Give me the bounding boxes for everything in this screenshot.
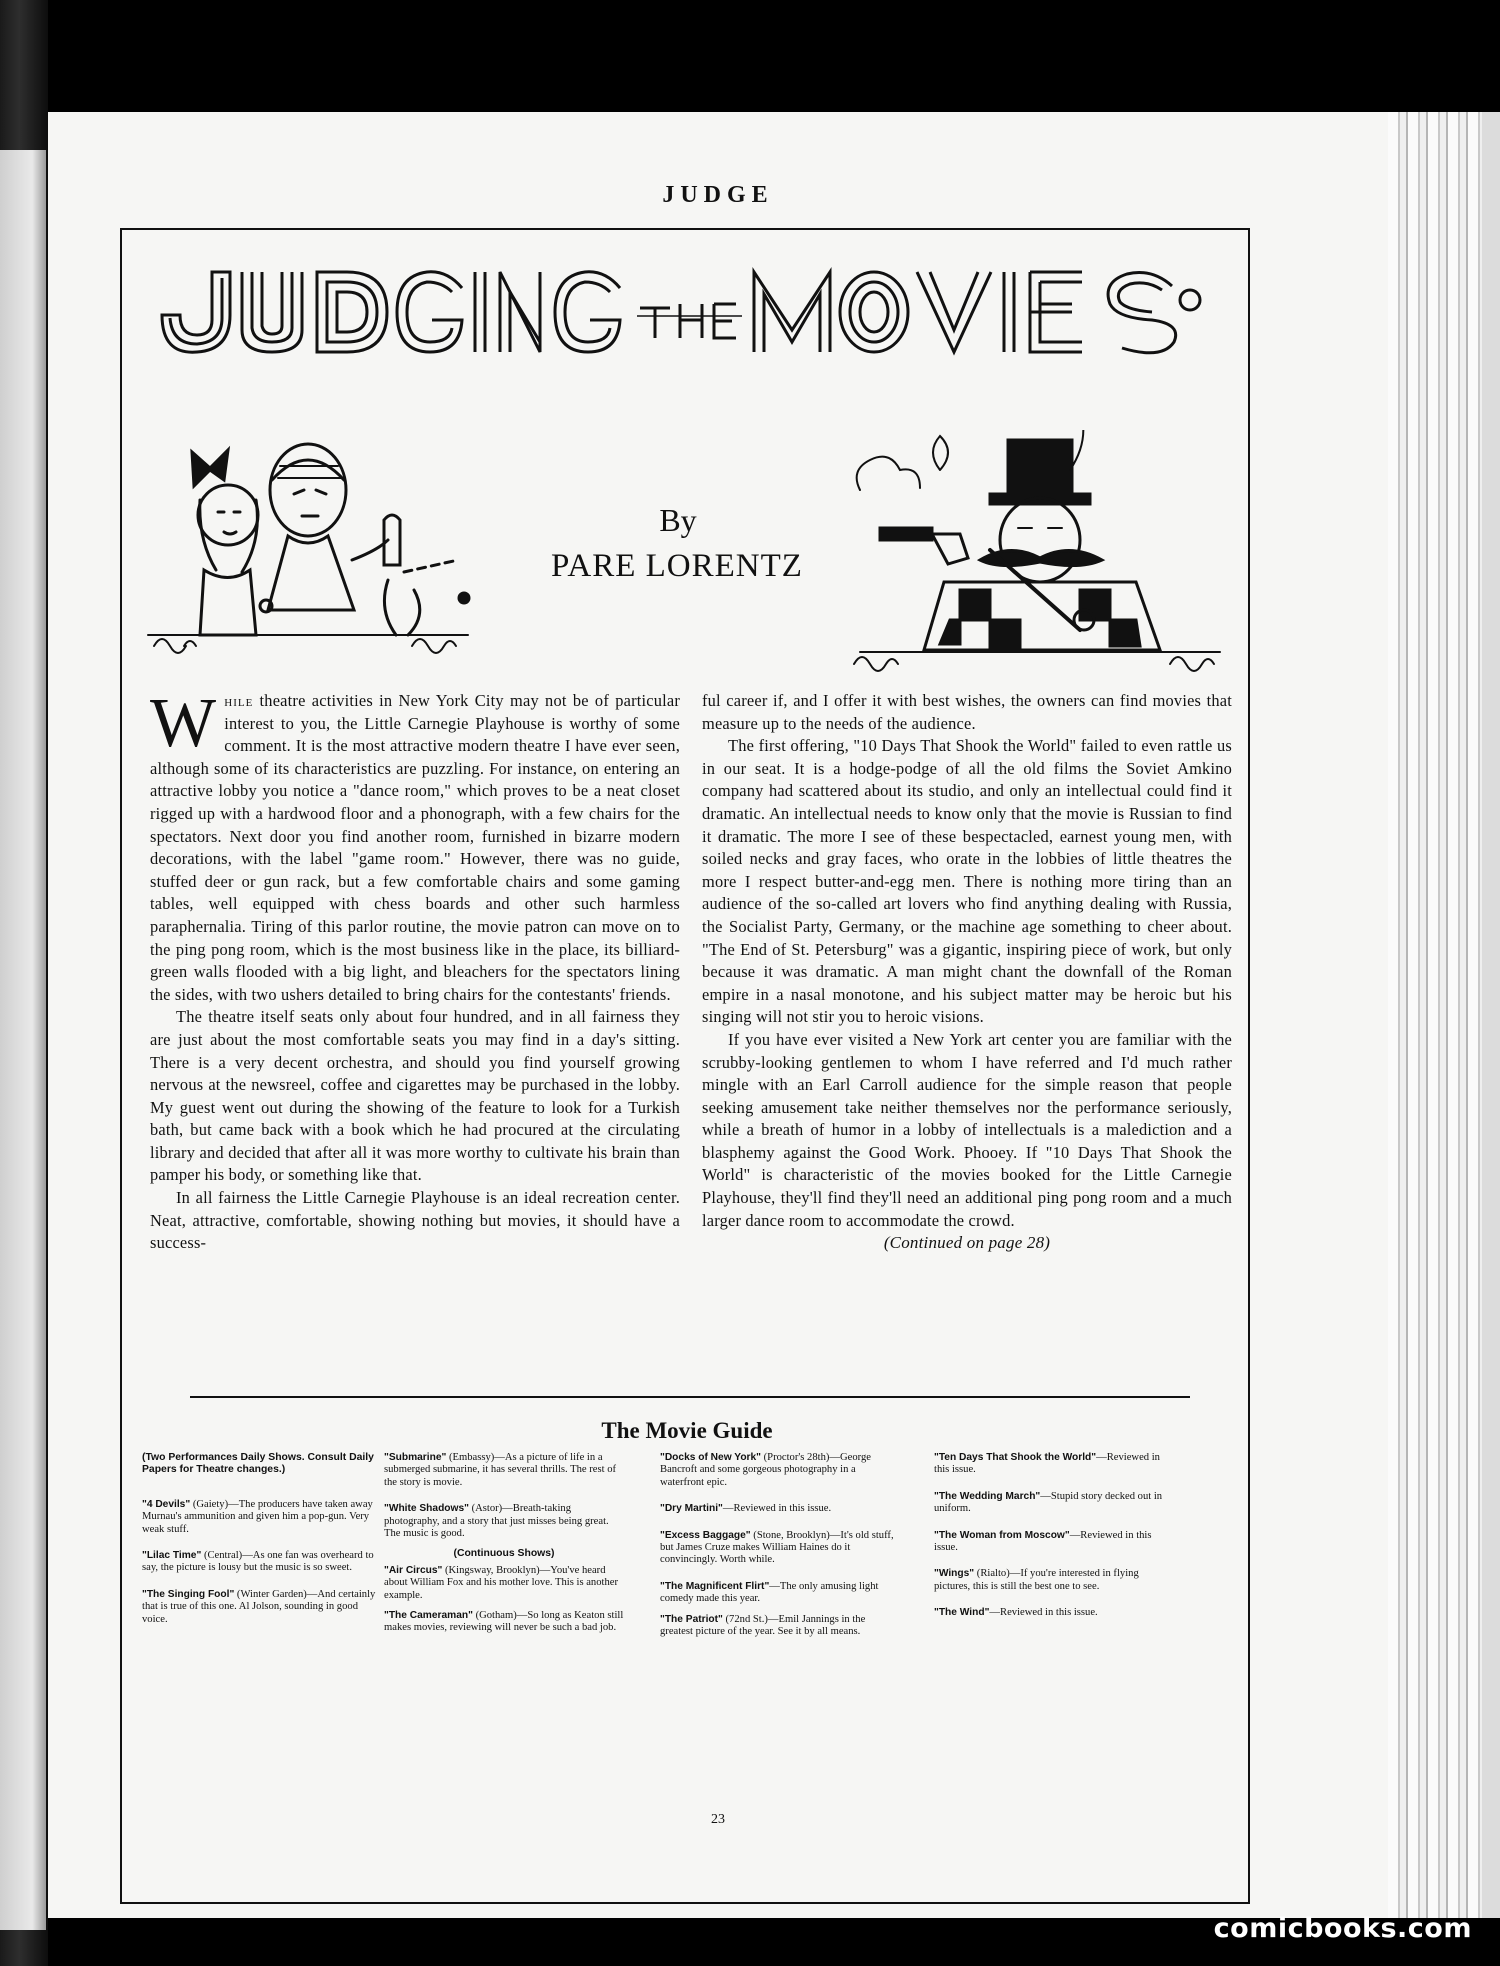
movie-guide-column-4 bbox=[934, 1452, 1174, 1634]
movie-guide-entry: "Excess Baggage" (Stone, Brooklyn)—It's old stuff, but James Cruze makes William Haines do it convincingly. Worth while. bbox=[660, 1529, 894, 1566]
page-stack-edges bbox=[1388, 112, 1500, 1918]
movie-guide-entry: "The Magnificent Flirt"—The only amusing light comedy made this year. bbox=[660, 1580, 879, 1605]
continued-on-page: (Continued on page 28) bbox=[883, 1233, 1051, 1253]
movie-guide-entry: "White Shadows" (Astor)—Breath-taking photography, and a story that just misses being great. The music is good. bbox=[384, 1503, 609, 1540]
movie-guide-entry: "The Patriot" (72nd St.)—Emil Jannings in the greatest picture of the year. See it by all means. bbox=[660, 1613, 866, 1638]
movie-guide-column-2 bbox=[384, 1452, 624, 1649]
left-page-sliver bbox=[0, 150, 46, 1930]
continuous-shows-label: (Continuous Shows) bbox=[453, 1548, 555, 1560]
movie-guide-entry: "Docks of New York" (Proctor's 28th)—George Bancroft and some gorgeous photography in a waterfront epic. bbox=[660, 1452, 871, 1488]
article-paragraph-5: The first offering, "10 Days That Shook the World" failed to even rattle us in our seat. It is a hodge-podge of all the old films the Soviet Amkino company had scattered about its studio, and only an intellectual could find it dramatic. An intellectual needs to know only that the movie is Russian to find it dramatic. The more I see of these bespectacled, earnest young men, with soiled necks and gray faces, who orate in the lobbies of little theatres the more I respect butter-and-egg men. There is nothing more tiring than an audience of the so-called art lovers who find anything dealing with Russia, the Socialist Party, Germany, or the machine age something to cheer about. "The End of St. Petersburg" was a gigantic, inspiring piece of work, but only because it was dramatic. A man might chant the downfall of the Roman empire in a nasal monotone, and his subject matter may be heroic but his singing will not stir you to heroic visions. bbox=[702, 736, 1232, 1027]
article-title-lettering bbox=[142, 260, 1232, 360]
movie-guide-entry: "Submarine" (Embassy)—As a picture of life in a submerged submarine, it has several thrills. The rest of the story is movie. bbox=[384, 1452, 617, 1488]
movie-guide-entry: "4 Devils" (Gaiety)—The producers have taken away Murnau's ammunition and given him a pop-gun. Very weak stuff. bbox=[142, 1498, 373, 1535]
byline-by: By bbox=[659, 502, 697, 538]
section-divider bbox=[190, 1396, 1190, 1398]
movie-guide-column-3 bbox=[660, 1452, 900, 1652]
article-column-left bbox=[150, 685, 680, 1255]
movie-guide-entry: "The Singing Fool" (Winter Garden)—And certainly that is true of this one. Al Jolson, sounding in good voice. bbox=[142, 1588, 376, 1625]
movie-guide-column-1 bbox=[142, 1452, 382, 1640]
couple-cartoon-illustration bbox=[138, 420, 498, 670]
movie-guide-entry: "Lilac Time" (Central)—As one fan was overheard to say, the picture is lousy but the music is so sweet. bbox=[142, 1550, 374, 1574]
article-paragraph-2: The theatre itself seats only about four hundred, and in all fairness they are just about the most comfortable seats you may find in a day's sitting. There is a very decent orchestra, and should you find yourself growing nervous at the newsreel, coffee and cigarettes may be purchased in the lobby. My guest went out during the showing of the feature to look for a Turkish bath, but came back with a book which he had procured at the circulating library and decided that after all it was more worthy to cultivate his brain than pamper his body, or something like that. bbox=[150, 1007, 680, 1185]
movie-guide-entry: "Wings" (Rialto)—If you're interested in flying pictures, this is still the best one to see. bbox=[934, 1568, 1139, 1592]
movie-guide-title: The Movie Guide bbox=[601, 1418, 773, 1443]
paragraph-1-text: theatre activities in New York City may not be of particular interest to you, the Little Carnegie Playhouse is worthy of some comment. It is the most attractive modern theatre I have ever seen, although some of its characteristics are puzzling. For instance, on entering an attractive lobby you notice a "dance room," which proves to be a neat closet rigged up with a hardwood floor and a phonograph, with a few chairs for the spectators. Next door you find another room, furnished in bizarre modern decorations, with the label "game room." However, there was no guide, stuffed deer or gun rack, but a few comfortable chairs and some gaming tables, well equipped with chess boards and other such harmless paraphernalia. Tiring of this parlor routine, the movie patron can move on to the ping pong room, which is the most business like in the place, its billiard-green walls flooded with a big light, and bleachers for the spectators lining the sides, with two ushers detailed to bring chairs for the contestants' friends. bbox=[150, 691, 680, 1004]
movie-guide-entry: "The Wedding March"—Stupid story decked out in uniform. bbox=[934, 1490, 1163, 1515]
movie-guide-entry: "Ten Days That Shook the World"—Reviewed in this issue. bbox=[934, 1452, 1160, 1476]
masthead: JUDGE bbox=[662, 182, 774, 208]
article-frame bbox=[120, 228, 1250, 1904]
magazine-page bbox=[48, 112, 1388, 1918]
movie-guide-entry: "The Wind"—Reviewed in this issue. bbox=[934, 1607, 1098, 1619]
movie-guide-entry: "Air Circus" (Kingsway, Brooklyn)—You've heard about William Fox and his mother love. This is another example. bbox=[384, 1564, 618, 1601]
article-paragraph-3: In all fairness the Little Carnegie Playhouse is an ideal recreation center. Neat, attractive, comfortable, showing nothing but movies, it should have a success- bbox=[150, 1188, 680, 1253]
drop-cap: W bbox=[150, 685, 217, 762]
movie-guide-entry: "Dry Martini"—Reviewed in this issue. bbox=[660, 1503, 832, 1515]
movie-guide-entry: "The Woman from Moscow"—Reviewed in this issue. bbox=[934, 1529, 1152, 1554]
movie-guide-note: (Two Performances Daily Shows. Consult Daily Papers for Theatre changes.) bbox=[142, 1452, 374, 1476]
author-name: PARE LORENTZ bbox=[551, 548, 803, 584]
article-paragraph-6: If you have ever visited a New York art center you are familiar with the scrubby-looking gentlemen to whom I have referred and I'd much rather mingle with an Earl Carroll audience for the simple reason that people seeking amusement take neither themselves nor the performance seriously, while a breath of humor in a lobby of intellectuals is a malediction and a blasphemy against the Good Work. Phooey. If "10 Days That Shook the World" is characteristic of the movies booked for the Little Carnegie Playhouse, they'll find they'll need an additional ping pong room and a much larger dance room to accommodate the crowd. bbox=[702, 1029, 1232, 1230]
article-paragraph-4: ful career if, and I offer it with best wishes, the owners can find movies that measure up to the needs of the audience. bbox=[702, 691, 1232, 733]
movie-guide-entry: "The Cameraman" (Gotham)—So long as Keaton still makes movies, reviewing will never be such a bad job. bbox=[384, 1610, 624, 1634]
site-watermark: comicbooks.com bbox=[1213, 1913, 1472, 1944]
article-column-right bbox=[702, 690, 1232, 1255]
lead-smallcaps: hile bbox=[224, 691, 254, 710]
page-number: 23 bbox=[711, 1812, 725, 1827]
villain-cartoon-illustration bbox=[840, 430, 1240, 678]
article-paragraph-1 bbox=[150, 685, 680, 1006]
